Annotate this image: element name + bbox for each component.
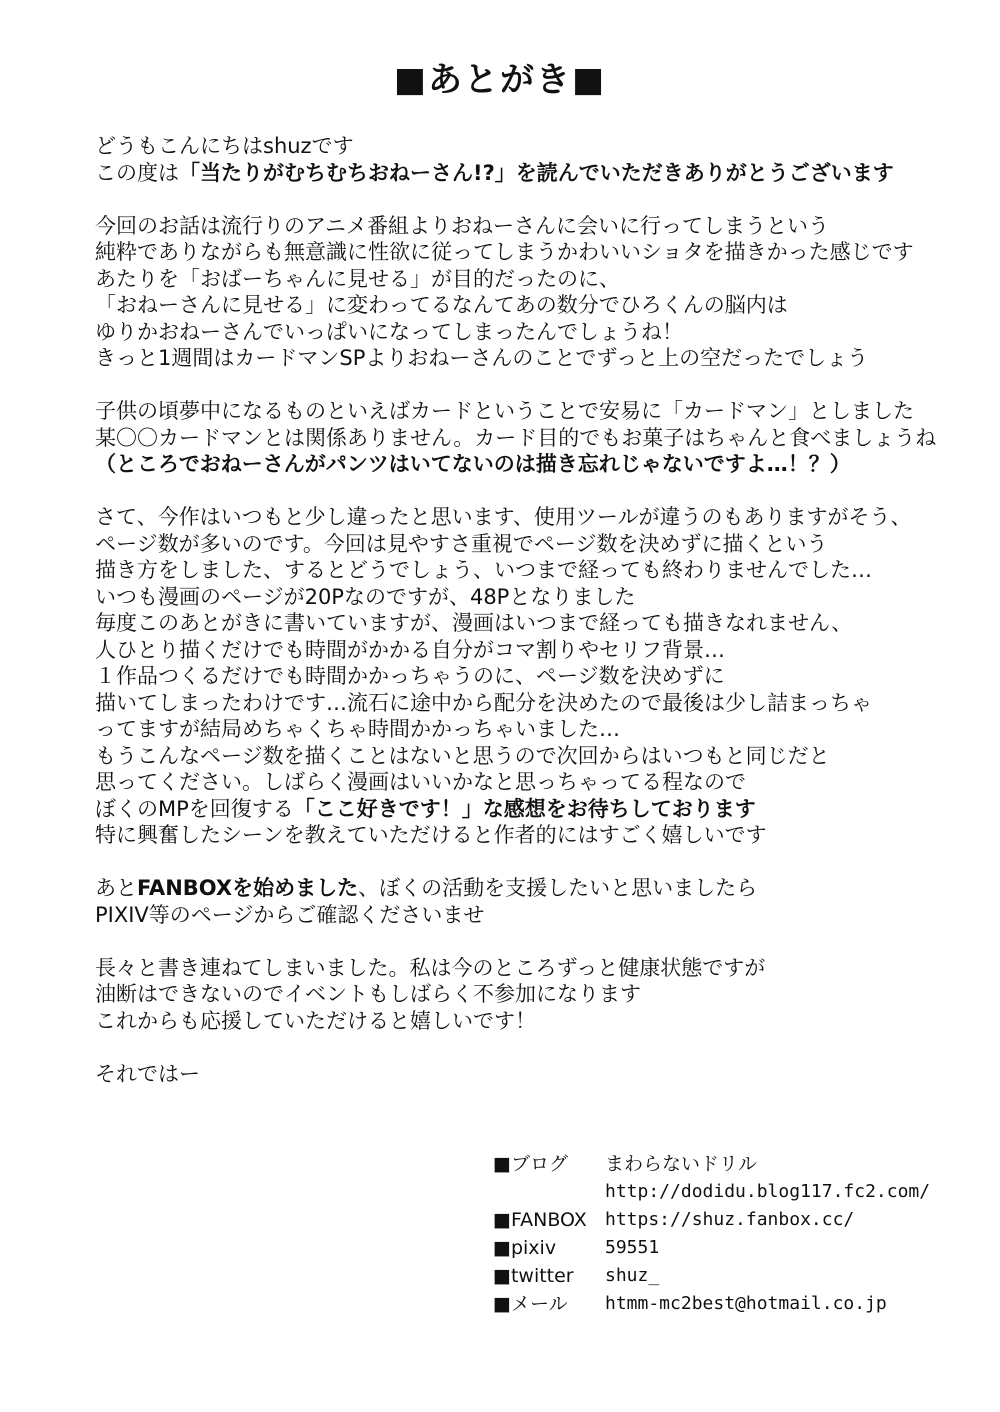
twitter-label: ■twitter — [493, 1265, 574, 1287]
text-line — [95, 504, 955, 531]
contact-row-blog — [493, 1150, 973, 1178]
text-line — [95, 610, 955, 637]
paragraph-gap — [95, 928, 955, 955]
afterword-body — [95, 133, 955, 1087]
body-text-segment: もうこんなページ数を描くことはないと思うので次回からはいつもと同じだと — [95, 743, 830, 768]
body-text-segment: 描いてしまったわけです…流石に途中から配分を決めたので最後は少し詰まっちゃ — [95, 690, 872, 715]
text-line — [95, 266, 955, 293]
body-text-segment: 子供の頃夢中になるものといえばカードということで安易に「カードマン」としました — [95, 399, 914, 423]
body-text-segment: ページ数が多いのです。今回は見やすさ重視でページ数を決めずに描くという — [95, 531, 828, 556]
text-line — [95, 981, 955, 1008]
text-line — [95, 425, 955, 452]
body-text-segment: 人ひとり描くだけでも時間がかかる自分がコマ割りやセリフ背景… — [95, 637, 725, 662]
body-text-segment: それではー — [95, 1061, 200, 1086]
contact-row-twitter — [493, 1262, 973, 1290]
text-line — [95, 531, 955, 558]
paragraph-gap — [95, 372, 955, 399]
body-text-segment: あと — [95, 876, 137, 900]
blog-url[interactable]: http://dodidu.blog117.fc2.com/ — [605, 1181, 931, 1202]
body-text-segment: 特に興奮したシーンを教えていただけると作者的にはすごく嬉しいです — [95, 823, 767, 847]
body-text-segment: 、ぼくの活動を支援したいと思いましたら — [358, 876, 758, 900]
text-line — [95, 1061, 955, 1088]
contact-row-pixiv — [493, 1234, 973, 1262]
blog-label: ■ブログ — [493, 1153, 568, 1175]
text-line — [95, 769, 955, 796]
text-line — [95, 292, 955, 319]
mail-label: ■メール — [493, 1293, 568, 1315]
body-text-segment: きっと1週間はカードマンSPよりおねーさんのことでずっと上の空だったでしょう — [95, 346, 869, 370]
body-text-segment: 長々と書き連ねてしまいました。私は今のところずっと健康状態ですが — [95, 955, 766, 980]
text-line — [95, 213, 955, 240]
body-text-segment: ぼくのMPを回復する — [95, 796, 294, 821]
text-line — [95, 743, 955, 770]
body-text-segment: どうもこんにちはshuzです — [95, 134, 354, 158]
contact-row-fanbox — [493, 1206, 973, 1234]
body-text-segment: 某〇〇カードマンとは関係ありません。カード目的でもお菓子はちゃんと食べましょうね — [95, 425, 937, 450]
body-text-segment: ってますが結局めちゃくちゃ時間かかっちゃいました… — [95, 717, 620, 741]
fanbox-label: ■FANBOX — [493, 1209, 587, 1231]
emphasis-text: FANBOXを始めました — [137, 876, 359, 900]
body-text-segment: 思ってください。しばらく漫画はいいかなと思っちゃってる程なので — [95, 770, 746, 794]
body-text-segment: あたりを「おばーちゃんに見せる」が目的だったのに、 — [95, 266, 620, 291]
paragraph-gap — [95, 849, 955, 876]
paragraph-gap — [95, 1034, 955, 1061]
text-line — [95, 902, 955, 929]
body-text-segment: 今回のお話は流行りのアニメ番組よりおねーさんに会いに行ってしまうという — [95, 213, 829, 238]
body-text-segment: 描き方をしました、するとどうでしょう、いつまで経っても終わりませんでした… — [95, 558, 872, 582]
blog-name: まわらないドリル — [605, 1153, 758, 1175]
body-text-segment: １作品つくるだけでも時間かかっちゃうのに、ページ数を決めずに — [95, 664, 725, 688]
pixiv-label: ■pixiv — [493, 1237, 557, 1259]
text-line — [95, 160, 955, 187]
body-text-segment: 純粋でありながらも無意識に性欲に従ってしまうかわいいショタを描きかった感じです — [95, 240, 914, 264]
paragraph-gap — [95, 478, 955, 505]
text-line — [95, 796, 955, 823]
text-line — [95, 398, 955, 425]
body-text-segment: この度は — [95, 160, 179, 185]
body-text-segment: PIXIV等のページからご確認くださいませ — [95, 902, 485, 927]
emphasis-text: 「当たりがむちむちおねーさん!?」を読んでいただきありがとうございます — [179, 160, 894, 185]
paragraph-gap — [95, 186, 955, 213]
contact-row-blog-url — [493, 1178, 973, 1206]
text-line — [95, 451, 955, 478]
text-line — [95, 133, 955, 160]
body-text-segment: これからも応援していただけると嬉しいです！ — [95, 1008, 536, 1033]
text-line — [95, 345, 955, 372]
body-text-segment: いつも漫画のページが20Pなのですが、48Pとなりました — [95, 584, 636, 609]
fanbox-url[interactable]: https://shuz.fanbox.cc/ — [605, 1209, 855, 1230]
body-text-segment: ゆりかおねーさんでいっぱいになってしまったんでしょうね！ — [95, 319, 683, 344]
text-line — [95, 955, 955, 982]
text-line — [95, 319, 955, 346]
mail-address[interactable]: htmm-mc2best@hotmail.co.jp — [605, 1293, 887, 1314]
body-text-segment: 毎度このあとがきに書いていますが、漫画はいつまで経っても描きなれません、 — [95, 611, 853, 635]
text-line — [95, 822, 955, 849]
contact-info — [493, 1150, 973, 1318]
text-line — [95, 716, 955, 743]
body-text-segment: 油断はできないのでイベントもしばらく不参加になります — [95, 982, 641, 1006]
body-text-segment: 「おねーさんに見せる」に変わってるなんてあの数分でひろくんの脳内は — [95, 293, 788, 317]
text-line — [95, 239, 955, 266]
text-line — [95, 690, 955, 717]
emphasis-text: 「ここ好きです！」な感想をお待ちしております — [293, 796, 756, 821]
contact-row-mail — [493, 1290, 973, 1318]
page-title: ■あとがき■ — [393, 60, 607, 100]
pixiv-id: 59551 — [605, 1237, 660, 1258]
text-line — [95, 584, 955, 611]
text-line — [95, 557, 955, 584]
text-line — [95, 875, 955, 902]
text-line — [95, 1008, 955, 1035]
emphasis-text: （ところでおねーさんがパンツはいてないのは描き忘れじゃないですよ…！？） — [95, 452, 851, 476]
body-text-segment: さて、今作はいつもと少し違ったと思います、使用ツールが違うのもありますがそう、 — [95, 505, 912, 529]
twitter-id: shuz_ — [605, 1265, 660, 1286]
text-line — [95, 663, 955, 690]
text-line — [95, 637, 955, 664]
